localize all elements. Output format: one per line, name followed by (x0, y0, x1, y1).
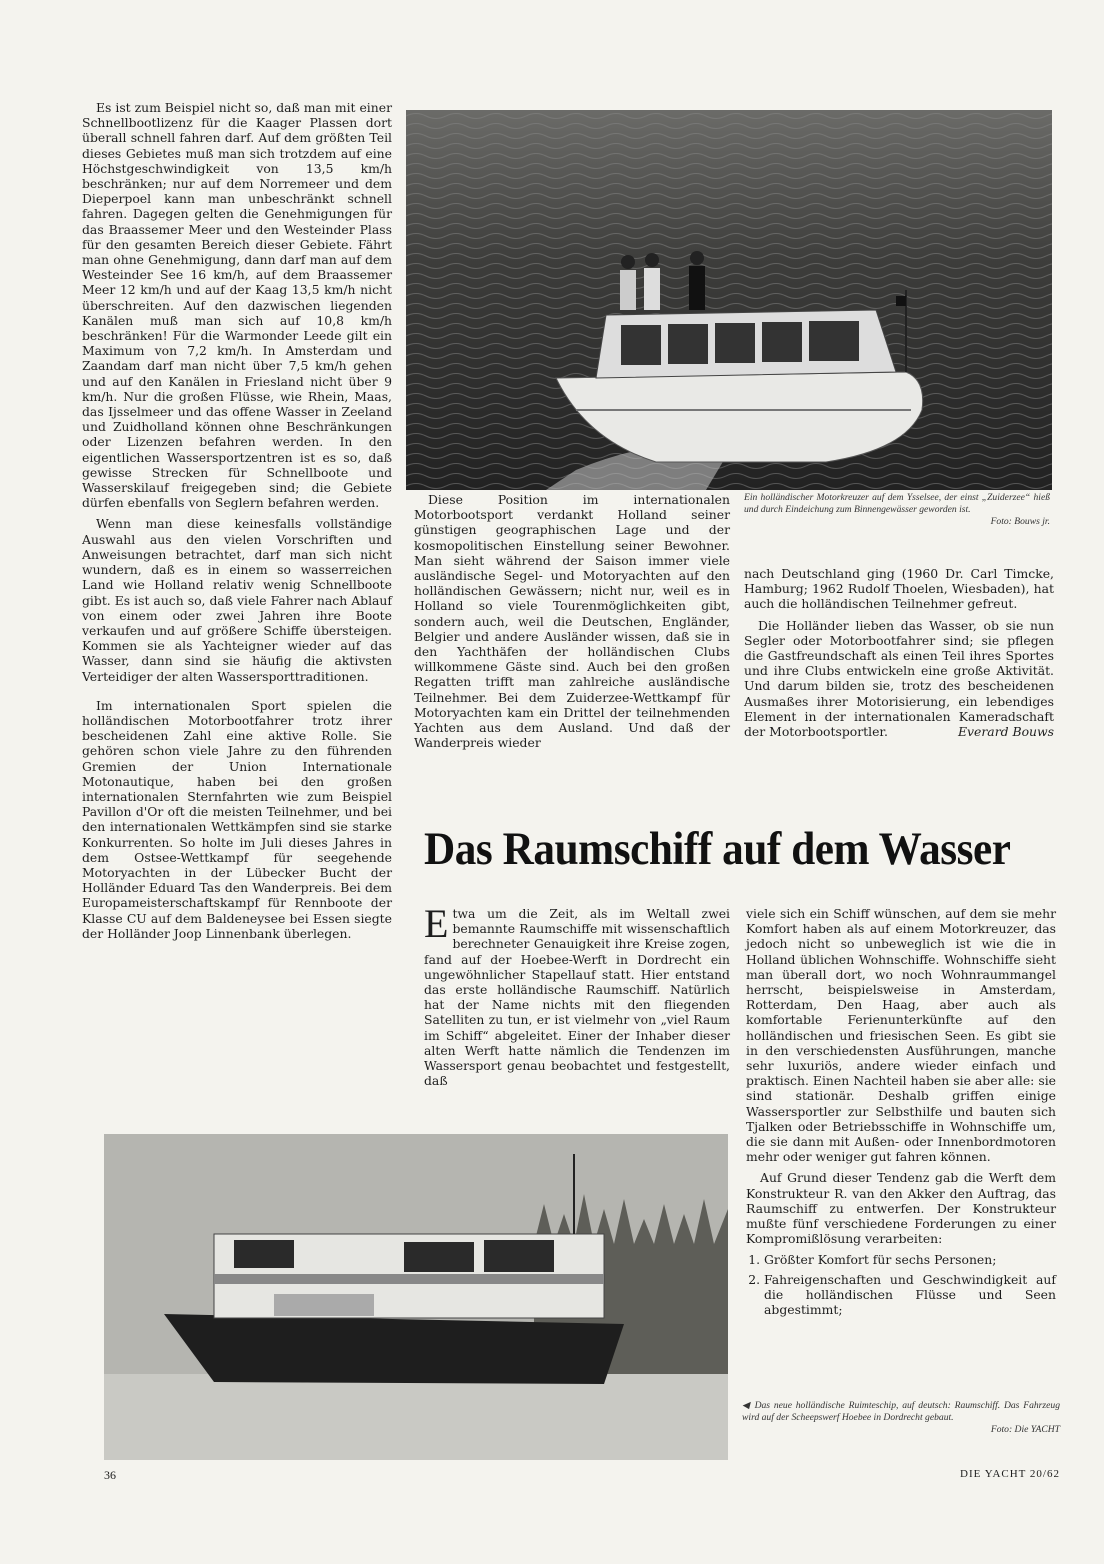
page-number: 36 (104, 1468, 116, 1482)
motor-cruiser-image (406, 110, 1052, 490)
caption-raumschiff (742, 1400, 1060, 1436)
paragraph: Diese Position im internationalen Motorbootsport verdankt Holland seiner günstigen geographischen Lage und der kosmopolitischen Einstellung seiner Bewohner. Man sieht während der Saison immer viele ausländische Segel- und Motoryachten auf den holländischen Gewässern; nicht nur, weil es in Holland so viele Tourenmöglichkeiten gibt, sondern auch, weil die Deutschen, Engländer, Belgier und andere Ausländer wissen, daß sie in den Yachthäfen der holländischen Clubs willkommene Gäste sind. Auch bei den großen Regatten trifft man zahlreiche ausländische Teilnehmer. Bei dem Zuiderzee-Wettkampf für Motoryachten kam ein Drittel der teilnehmenden Yachten aus dem Ausland. Und daß der Wanderpreis wieder (414, 492, 730, 751)
list-item: 2. Fahreigenschaften und Geschwindigkeit auf die holländischen Flüsse und Seen abgestimmt; (764, 1272, 1056, 1318)
photo-credit: Foto: Die YACHT (990, 1424, 1060, 1435)
paragraph: nach Deutschland ging (1960 Dr. Carl Timcke, Hamburg; 1962 Rudolf Thoelen, Wiesbaden), hat auch die holländischen Teilnehmer gefreut. (744, 566, 1054, 612)
list-item: 1. Größter Komfort für sechs Personen; (764, 1252, 1056, 1267)
column-3-top (744, 566, 1054, 745)
raumschiff-image (104, 1134, 728, 1460)
drop-cap: E (424, 901, 449, 946)
column-2-top (414, 492, 730, 756)
column-1 (82, 100, 392, 947)
paragraph: Es ist zum Beispiel nicht so, daß man mit einer Schnellbootlizenz für die Kaager Plassen dort überall schnell fahren darf. Auf dem größten Teil dieses Gebietes muß man sich trotzdem auf eine Höchstgeschwindigkeit von 13,5 km/h beschränken; nur auf dem Norremeer und dem Dieperpoel kann man unbeschränkt schnell fahren. Dagegen gelten die Genehmigungen für das Braassemer Meer und den Westeinder Plass für den gesamten Bereich dieser Gebiete. Fährt man ohne Genehmigung, dann darf man auf dem Westeinder See 16 km/h, auf dem Braassemer Meer 12 km/h und auf der Kaag 13,5 km/h nicht überschreiten. Auf den dazwischen liegenden Kanälen muß man sich auf 10,8 km/h beschränken! Für die Warmonder Leede gilt ein Maximum von 7,2 km/h. In Amsterdam und Zaandam darf man nicht über 7,5 km/h gehen und auf den Kanälen in Friesland nicht über 9 km/h. Nur die großen Flüsse, wie Rhein, Maas, das Ijsselmeer und das offene Wasser in Zeeland und Zuidholland können ohne Beschränkungen oder Lizenzen befahren werden. In den eigentlichen Wassersportzentren ist es so, daß gewisse Strecken für Schnellboote und Wasserskilauf freigegeben sind; die Gebiete dürfen ebenfalls von Seglern befahren werden. (82, 100, 392, 511)
photo-motor-cruiser (406, 110, 1052, 490)
paragraph: Auf Grund dieser Tendenz gab die Werft dem Konstrukteur R. van den Akker den Auftrag, das Raumschiff zu entwerfen. Der Konstrukteur mußte fünf verschiedene Forderungen zu einer Kompromißlösung verarbeiten: (746, 1170, 1056, 1247)
paragraph: Im internationalen Sport spielen die holländischen Motorbootfahrer trotz ihrer bescheidenen Zahl eine aktive Rolle. Sie gehören schon viele Jahre zu den führenden Gremien der Union Internationale Motonautique, haben bei den großen internationalen Sternfahrten wie zum Beispiel Pavillon d'Or oft die meisten Teilnehmer, und bei den internationalen Wettkämpfen sind sie starke Konkurrenten. So holte im Juli dieses Jahres in dem Ostsee-Wettkampf für seegehende Motoryachten in der Lübecker Bucht der Holländer Eduard Tas den Wanderpreis. Bei dem Europameisterschaftskampf für Rennboote der Klasse CU auf dem Baldeneysee bei Essen siegte der Holländer Joop Linnenbank überlegen. (82, 697, 392, 941)
paragraph (744, 618, 1054, 740)
photo-credit: Foto: Bouws jr. (990, 516, 1050, 527)
paragraph (424, 901, 730, 1089)
article-headline: Das Raumschiff auf dem Wasser (424, 823, 1011, 875)
column-2-bottom (424, 901, 730, 1094)
paragraph: Wenn man diese keinesfalls vollständige Auswahl aus den vielen Vorschriften und Anweisungen betrachtet, darf man sich nicht wundern, daß es in einem so wasserreichen Land wie Holland relativ wenig Schnellboote gibt. Es ist auch so, daß viele Fahrer nach Ablauf von einem oder zwei Jahren ihre Boote verkaufen und auf größere Schiffe übersteigen. Kommen sie als Yachteigner wieder auf das Wasser, dann sind sie häufig die aktivsten Verteidiger der alten Wassersporttraditionen. (82, 516, 392, 684)
caption-text: ◀ Das neue holländische Ruimteschip, auf deutsch: Raumschiff. Das Fahrzeug wird auf der Scheepswerf Hoebee in Dordrecht gebaut. (742, 1400, 1060, 1423)
paragraph: viele sich ein Schiff wünschen, auf dem sie mehr Komfort haben als auf einem Motorkreuzer, das jedoch nicht so unbeweglich ist wie die in Holland üblichen Wohnschiffe. Wohnschiffe sieht man überall dort, wo noch Wohnraummangel herrscht, beispielsweise in Amsterdam, Rotterdam, Den Haag, aber auch als komfortable Ferienunterkünfte auf den holländischen und friesischen Seen. Es gibt sie in den verschiedensten Ausführungen, manche sehr luxuriös, andere wieder einfach und praktisch. Einen Nachteil haben sie aber alle: sie sind stationär. Deshalb griffen einige Wassersportler zur Selbsthilfe und bauten sich Tjalken oder Betriebsschiffe in Wohnschiffe um, die sie dann mit Außen- oder Innenbordmotoren mehr oder weniger gut fahren können. (746, 906, 1056, 1165)
photo-raumschiff (104, 1134, 728, 1460)
paragraph-text: Die Holländer lieben das Wasser, ob sie nun Segler oder Motorbootfahrer sind; sie pflegen die Gastfreundschaft als einen Teil ihres Sportes und ihre Clubs entwickeln eine große Aktivität. Und darum bilden sie, trotz des bescheidenen Ausmaßes ihrer Motorisierung, ein lebendiges Element in der internationalen Kameradschaft der Motorbootsportler. (744, 617, 1054, 740)
author-signature: Everard Bouws (958, 724, 1054, 740)
caption-text: Ein holländischer Motorkreuzer auf dem Ysselsee, der einst „Zuiderzee“ hieß und durch Eindeichung zum Binnengewässer geworden ist. (744, 492, 1050, 515)
paragraph-text: twa um die Zeit, als im Weltall zwei bemannte Raumschiffe mit wissenschaftlich berechneter Genauigkeit ihre Kreise zogen, fand auf der Hoebee-Werft in Dordrecht ein ungewöhnlicher Stapellauf statt. Hier entstand das erste holländische Raumschiff. Natürlich hat der Name nichts mit den fliegenden Satelliten zu tun, er ist vielmehr von „viel Raum im Schiff“ abgeleitet. Einer der Inhaber dieser alten Werft hatte nämlich die Tendenzen im Wassersport genau beobachtet und festgestellt, daß (424, 906, 730, 1089)
column-3-bottom (746, 906, 1056, 1321)
requirements-list (746, 1252, 1056, 1317)
magazine-issue: DIE YACHT 20/62 (960, 1468, 1060, 1480)
caption-motor-cruiser (744, 492, 1050, 528)
